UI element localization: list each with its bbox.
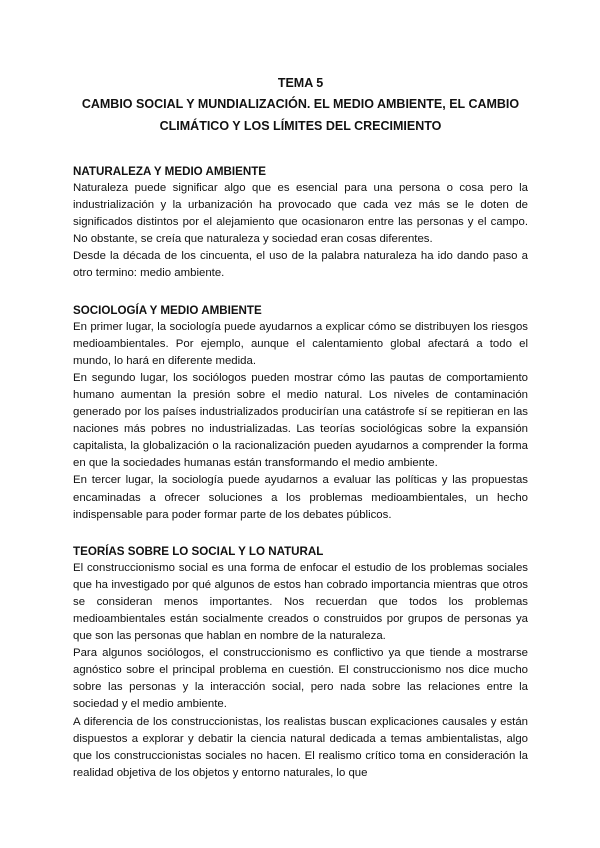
paragraph: Naturaleza puede significar algo que es esencial para una persona o cosa pero la industrialización y la urbanización ha provocado que cada vez más se le doten de significados distintos por el alejamiento que ocasionaron entre las personas y el campo. No obstante, se creía que naturaleza y sociedad eran cosas diferentes. [73,182,528,246]
section-heading: NATURALEZA Y MEDIO AMBIENTE [73,165,267,178]
section-teorias [73,543,528,782]
paragraph: Para algunos sociólogos, el construccionismo es conflictivo ya que tiende a mostrarse agnóstico sobre el principal problema en cuestión. El construccionismo nos dice mucho sobre las personas y la interacción social, pero nada sobre las relaciones entre la sociedad y el medio ambiente. [73,647,528,711]
paragraph: En primer lugar, la sociología puede ayudarnos a explicar cómo se distribuyen los riesgos medioambientales. Por ejemplo, aunque el calentamiento global afectará a todo el mundo, lo hará en diferente medida. [73,320,528,367]
topic-number: TEMA 5 [277,76,324,90]
section-sociologia [73,302,528,524]
section-heading: SOCIOLOGÍA Y MEDIO AMBIENTE [73,303,262,317]
paragraph: En segundo lugar, los sociólogos pueden mostrar cómo las pautas de comportamiento humano aumentan la presión sobre el medio natural. Los niveles de contaminación generado por los países industrializados producirían una catástrofe sí se repitieran en las naciones más pobres no industrializadas. Las teorías sociológicas sobre la expansión capitalista, la globalización o la racionalización pueden ayudarnos a comprender la forma en que la sociedades humanas están transformando el medio ambiente. [73,371,528,470]
section-naturaleza [73,163,528,283]
paragraph: En tercer lugar, la sociología puede ayudarnos a evaluar las políticas y las propuestas encaminadas a ofrecer soluciones a los problemas medioambientales, un hecho indispensable para poder formar parte de los debates públicos. [73,474,528,521]
paragraph: El construccionismo social es una forma de enfocar el estudio de los problemas sociales que ha investigado por qué algunos de estos han cobrado importancia mientras que otros se consideran menos importantes. Nos recuerdan que todos los problemas medioambientales están socialmente creados o construidos por grupos de personas ya que son las personas que hablan en nombre de la naturaleza. [73,561,528,643]
paragraph: A diferencia de los construccionistas, los realistas buscan explicaciones causales y están dispuestos a explorar y debatir la ciencia natural dedicada a temas ambientalistas, algo que los construccionistas sociales no hacen. El realismo crítico toma en consideración la realidad objetiva de los objetos y entorno naturales, lo que [73,715,528,779]
document-page [73,74,528,782]
paragraph: Desde la década de los cincuenta, el uso de la palabra naturaleza ha ido dando paso a otro termino: medio ambiente. [73,250,528,280]
page-title: CAMBIO SOCIAL Y MUNDIALIZACIÓN. EL MEDIO AMBIENTE, EL CAMBIO CLIMÁTICO Y LOS LÍMITES DEL CRECIMIENTO [81,97,520,133]
section-heading: TEORÍAS SOBRE LO SOCIAL Y LO NATURAL [73,544,324,558]
